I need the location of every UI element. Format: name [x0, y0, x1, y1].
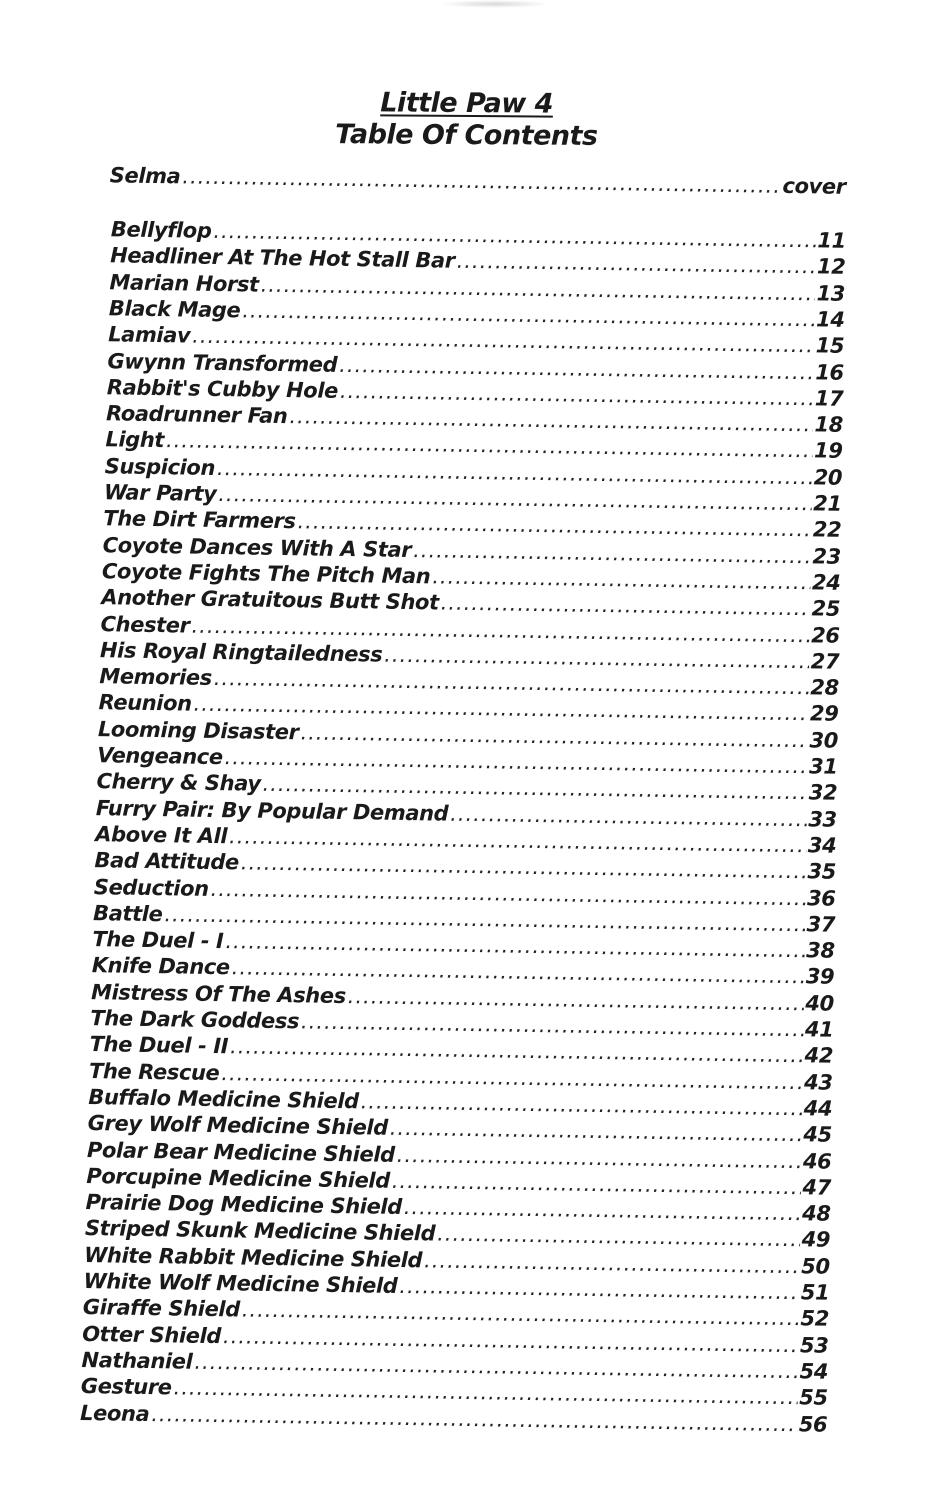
toc-entry-title: Black Mage [108, 296, 241, 323]
toc-entry-title: Looming Disaster [97, 716, 299, 744]
toc-entry-page: 49 [801, 1227, 831, 1253]
toc-entry-page: 35 [807, 859, 837, 884]
toc-entry-title: War Party [103, 480, 217, 506]
toc-entry-page: 29 [809, 701, 839, 727]
toc-entry-title: Selma [109, 163, 181, 189]
toc-entry-page: 31 [808, 754, 838, 779]
toc-entry-page: 50 [801, 1253, 830, 1279]
toc-entry-title: Otter Shield [82, 1321, 222, 1348]
toc-entry-page: 53 [799, 1332, 829, 1358]
toc-entry-page: 18 [814, 412, 844, 437]
toc-entry-title: Grey Wolf Medicine Shield [87, 1111, 389, 1140]
toc-entry-title: Cherry & Shay [96, 769, 261, 797]
toc-entry-page: 43 [803, 1069, 833, 1095]
toc-entry-title: Nathaniel [81, 1347, 193, 1374]
toc-entry-title: Above It All [95, 822, 228, 849]
toc-entry-page: 14 [815, 307, 845, 332]
toc-entry-title: Furry Pair: By Popular Demand [95, 795, 449, 826]
toc-entry-page: 37 [806, 912, 836, 937]
toc-entry-title: Coyote Dances With A Star [102, 532, 412, 562]
toc-entry-title: Vengeance [97, 743, 223, 770]
toc-entry-page: 23 [812, 543, 842, 569]
toc-entry [110, 162, 846, 200]
toc-entry-title: Bad Attitude [94, 848, 240, 875]
toc-entry-title: Polar Bear Medicine Shield [86, 1137, 395, 1167]
toc-entry-title: Coyote Fights The Pitch Man [101, 559, 431, 589]
toc-entry-page: 27 [810, 649, 840, 674]
toc-entry-page: 48 [801, 1201, 831, 1226]
toc-entry-title: Porcupine Medicine Shield [86, 1163, 391, 1193]
toc-entry-title: White Wolf Medicine Shield [83, 1268, 398, 1298]
toc-entry-title: Rabbit's Cubby Hole [106, 375, 339, 403]
toc-entry-title: Memories [99, 664, 213, 691]
toc-entry-title: Another Gratuitous Butt Shot [101, 585, 439, 615]
toc-heading: Table Of Contents [335, 119, 598, 152]
toc-entry-page: 21 [813, 491, 842, 516]
toc-entry-title: Headliner At The Hot Stall Bar [110, 243, 455, 273]
toc-entry-title: Mistress Of The Ashes [90, 979, 346, 1008]
toc-entry-title: The Dirt Farmers [103, 506, 296, 534]
toc-entry-title: Seduction [93, 874, 209, 901]
toc-entry-page: 54 [799, 1359, 829, 1384]
toc-entry-page: 45 [803, 1122, 832, 1147]
toc-entry-page: 55 [799, 1385, 828, 1410]
toc-entry-title: White Rabbit Medicine Shield [84, 1242, 423, 1272]
toc-entry-title: Prairie Dog Medicine Shield [85, 1190, 403, 1220]
toc-entry-title: The Dark Goddess [90, 1006, 300, 1034]
toc-entry-title: Striped Skunk Medicine Shield [84, 1216, 436, 1246]
toc-entry-title: Light [105, 427, 165, 453]
toc-entry-title: Roadrunner Fan [105, 401, 288, 429]
toc-entry-page: 46 [802, 1148, 832, 1174]
toc-entry-title: Buffalo Medicine Shield [88, 1084, 359, 1114]
toc-entry-title: The Duel - II [89, 1032, 229, 1059]
toc-entry-page: 22 [812, 517, 842, 543]
toc-entry-title: Reunion [98, 690, 192, 717]
toc-entry-page: 36 [806, 885, 836, 911]
toc-entry-page: 32 [808, 780, 838, 806]
book-title: Little Paw 4 [380, 87, 554, 120]
toc-entry-page: 41 [804, 1017, 834, 1042]
toc-entry-page: 56 [798, 1411, 828, 1437]
toc-entry-page: 33 [808, 806, 837, 832]
toc-entry-title: Gwynn Transformed [107, 348, 338, 377]
toc-entry-page: 15 [815, 333, 845, 359]
toc-entry-page: 17 [814, 386, 844, 411]
toc-entry-page: 30 [809, 728, 839, 753]
toc-entry-page: 13 [816, 280, 846, 306]
toc-entry-title: Bellyflop [110, 217, 212, 243]
toc-entry-title: Knife Dance [91, 953, 230, 980]
dot-leader [182, 163, 781, 198]
toc-entry-title: Suspicion [104, 453, 216, 480]
toc-entry-page: 34 [807, 833, 837, 858]
toc-entry-page: 44 [803, 1096, 833, 1121]
toc-entry-title: Leona [79, 1400, 150, 1426]
toc-entry-title: Giraffe Shield [82, 1295, 241, 1322]
toc-entry-page: 28 [810, 675, 839, 700]
toc-entry-page: 51 [800, 1280, 830, 1305]
toc-entry-page: 38 [806, 938, 835, 963]
toc-entry-page: 19 [813, 438, 843, 464]
toc-entry-page: 40 [805, 990, 835, 1016]
toc-entry-title: Gesture [80, 1374, 172, 1400]
toc-entry-page: 47 [802, 1175, 832, 1200]
toc-entry-title: The Duel - I [92, 927, 224, 954]
toc-entry-page: 39 [805, 964, 835, 990]
toc-entry-title: Lamiav [107, 322, 191, 348]
toc-entry-page: 42 [804, 1043, 834, 1069]
toc-entry-page: 52 [800, 1306, 830, 1331]
toc-entry-title: His Royal Ringtailedness [99, 637, 383, 667]
toc-entry-title: Marian Horst [109, 269, 259, 297]
toc-entry-page: 26 [811, 622, 840, 648]
toc-entry-page: 25 [811, 596, 841, 621]
toc-entry-page: 12 [816, 254, 846, 280]
toc-entry-page: 24 [811, 570, 841, 595]
toc-entry-title: Chester [100, 611, 190, 638]
toc-entry-page: 11 [817, 228, 847, 253]
toc-entry-title: The Rescue [88, 1058, 220, 1085]
toc-entry-page: 16 [815, 359, 844, 385]
toc-entry-title: Battle [92, 900, 163, 926]
toc-entry-page: 20 [813, 465, 843, 490]
toc-entry-page: cover [782, 173, 846, 199]
